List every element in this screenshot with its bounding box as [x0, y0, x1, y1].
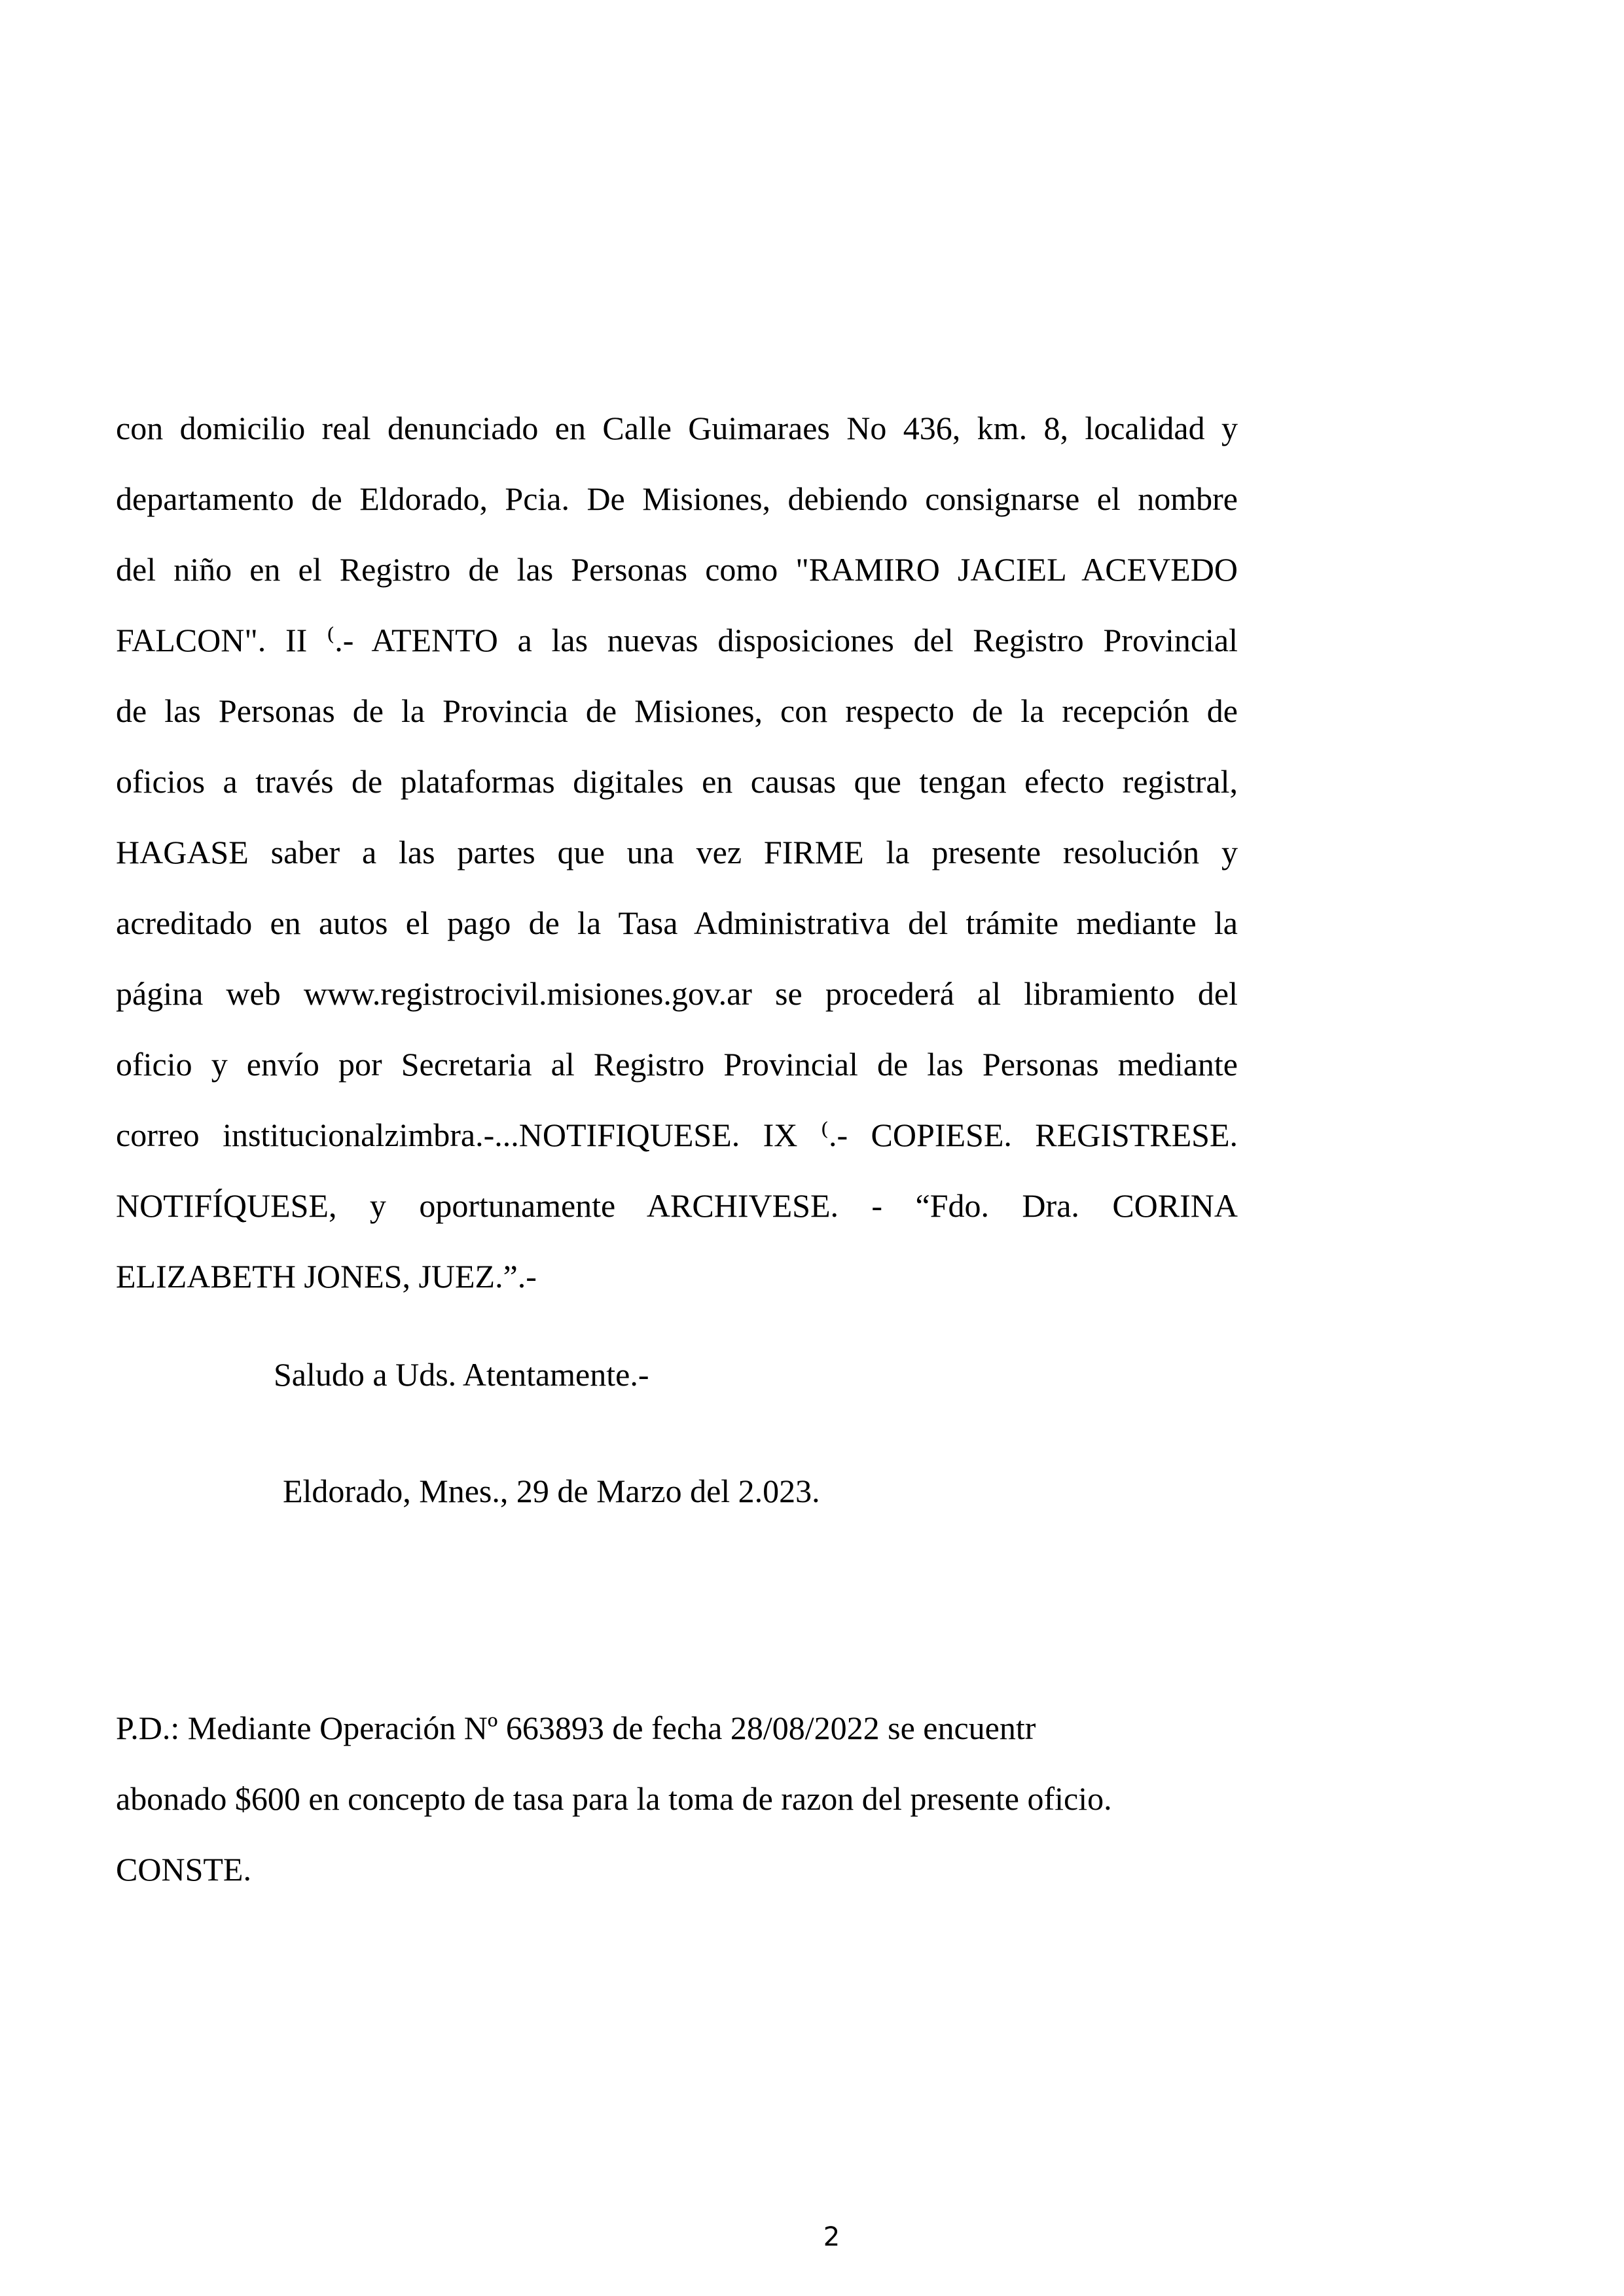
closing-place-date: Eldorado, Mnes., 29 de Marzo del 2.023. [283, 1473, 820, 1509]
closing-greeting: Saludo a Uds. Atentamente.- [274, 1356, 649, 1393]
body-line: FALCON". II ⁽.- ATENTO a las nuevas disposiciones del Registro Provincial [116, 622, 1238, 658]
postscript-line: abonado $600 en concepto de tasa para la toma de razon del presente oficio. [116, 1780, 1112, 1817]
body-line: HAGASE saber a las partes que una vez FIRME la presente resolución y [116, 834, 1238, 870]
body-line: NOTIFÍQUESE, y oportunamente ARCHIVESE. - “Fdo. Dra. CORINA [116, 1187, 1238, 1224]
postscript [116, 1693, 1238, 1905]
body-paragraph [116, 393, 1238, 1312]
body-line: del niño en el Registro de las Personas como "RAMIRO JACIEL ACEVEDO [116, 551, 1238, 588]
body-line: de las Personas de la Provincia de Misiones, con respecto de la recepción de [116, 692, 1238, 729]
body-line: departamento de Eldorado, Pcia. De Misiones, debiendo consignarse el nombre [116, 480, 1238, 517]
body-line: ELIZABETH JONES, JUEZ.”.- [116, 1258, 537, 1295]
body-line: con domicilio real denunciado en Calle Guimaraes No 436, km. 8, localidad y [116, 410, 1238, 446]
body-line: acreditado en autos el pago de la Tasa Administrativa del trámite mediante la [116, 905, 1238, 941]
body-line: oficios a través de plataformas digitales en causas que tengan efecto registral, [116, 763, 1238, 800]
postscript-line: P.D.: Mediante Operación Nº 663893 de fecha 28/08/2022 se encuentr [116, 1710, 1036, 1746]
postscript-line: CONSTE. [116, 1851, 251, 1888]
body-line: correo institucionalzimbra.-...NOTIFIQUESE. IX ⁽.- COPIESE. REGISTRESE. [116, 1117, 1238, 1153]
page-number: 2 [823, 2222, 840, 2252]
body-line: oficio y envío por Secretaria al Registro Provincial de las Personas mediante [116, 1046, 1238, 1083]
body-line: página web www.registrocivil.misiones.gov.ar se procederá al libramiento del [116, 975, 1238, 1012]
